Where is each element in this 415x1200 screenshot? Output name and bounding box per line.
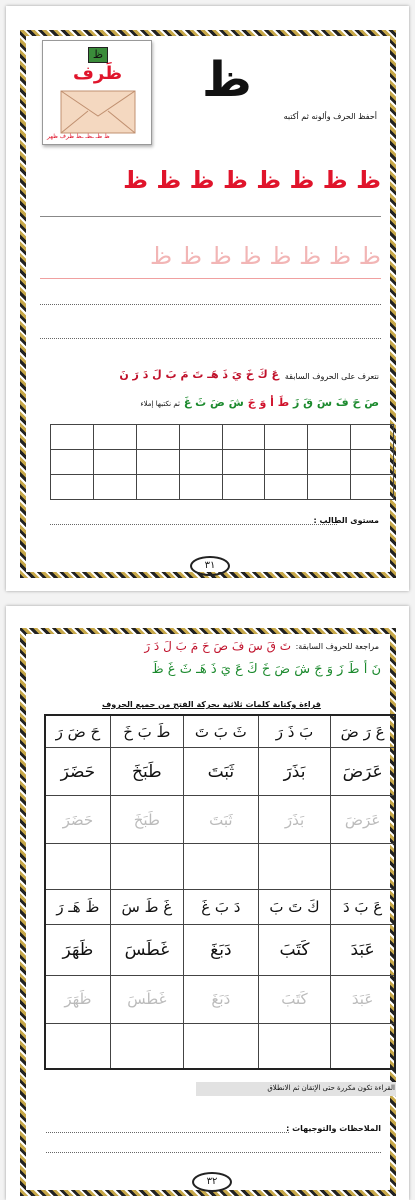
split-word-cell: ثَ بَ تَ: [183, 715, 258, 748]
review-label: نتعرف على الحروف السابقة: [284, 372, 379, 381]
empty-write-cell: [45, 1023, 110, 1069]
word-cell: بَذَرَ: [258, 748, 330, 796]
trace-word-cell: عَرَضَ: [331, 796, 395, 844]
envelope-illustration: [43, 41, 153, 146]
trace-word-cell: ثَبَتَ: [183, 796, 258, 844]
review-letters-green: صَ حَ فَ سَ قَ زَ: [293, 396, 379, 409]
review-tail: ثم نكتبها إملاء: [140, 400, 180, 408]
review-letters-line2: نَ أ طَ زَ وَ جَ شَ ضَ خَ كَ عَ يَ ذَ هَـ ثَ غَ ظَ: [151, 662, 381, 677]
split-word-cell: عَ رَ ضَ: [331, 715, 395, 748]
writing-line: [40, 278, 381, 279]
split-word-cell: غَ طَ سَ: [110, 889, 183, 924]
review-letters-green: شَ ضَ ثَ غَ: [183, 396, 244, 409]
trace-word-cell: غَطَسَ: [110, 975, 183, 1023]
page-number: ٣١: [190, 556, 230, 576]
split-word-cell: حَ ضَ رَ: [45, 715, 110, 748]
card-letter-forms: ظ ظـ ـظـ ـظ ظرف ظهر: [47, 133, 110, 140]
words-table: [44, 714, 396, 1070]
review-letters-line2: [140, 396, 379, 409]
empty-write-cell: [258, 1023, 330, 1069]
empty-write-cell: [331, 1023, 395, 1069]
trace-word-cell: عَبَدَ: [331, 975, 395, 1023]
trace-word-cell: ظَهَرَ: [45, 975, 110, 1023]
big-letter: ظ: [202, 52, 252, 108]
letter-card-image: [42, 40, 152, 145]
review-letters-line1: عَ كَ خَ يَ ذَ هَـ تَ مَ بَ لَ دَ رَ نَ: [119, 368, 279, 381]
writing-line: [46, 1152, 381, 1153]
trace-word-cell: حَضَرَ: [45, 796, 110, 844]
review-letters-line1: تَ قَ سَ فَ صَ حَ مَ بَ لَ دَ رَ: [144, 639, 291, 653]
writing-line: [40, 304, 381, 305]
trace-word-cell: بَذَرَ: [258, 796, 330, 844]
word-cell: كَتَبَ: [258, 925, 330, 976]
notes-label: الملاحظات والتوجيهات :: [286, 1124, 381, 1133]
empty-write-cell: [331, 844, 395, 890]
word-cell: حَضَرَ: [45, 748, 110, 796]
word-cell: دَبَغَ: [183, 925, 258, 976]
trace-row-dotted: ظ ظ ظ ظ ظ ظ ظ ظ: [150, 242, 381, 270]
split-word-cell: ظَ هَـ رَ: [45, 889, 110, 924]
table-heading: قراءة وكتابة كلمات ثلاثية بحركة الفتح من جميع الحروف: [102, 700, 321, 709]
note-text: القراءة تكون مكررة حتى الإتقان ثم الانطلاق: [267, 1084, 395, 1092]
word-cell: عَرَضَ: [331, 748, 395, 796]
card-letter-badge: ظ: [88, 47, 108, 63]
word-cell: غَطَسَ: [110, 925, 183, 976]
trace-word-cell: طَبَخَ: [110, 796, 183, 844]
trace-word-cell: دَبَغَ: [183, 975, 258, 1023]
split-word-cell: كَ تَ بَ: [258, 889, 330, 924]
empty-write-cell: [183, 844, 258, 890]
split-word-cell: طَ بَ خَ: [110, 715, 183, 748]
trace-row-bold: ظ ظ ظ ظ ظ ظ ظ ظ: [123, 166, 381, 194]
split-word-cell: عَ بَ دَ: [331, 889, 395, 924]
word-cell: عَبَدَ: [331, 925, 395, 976]
empty-write-cell: [110, 1023, 183, 1069]
student-level-label: مستوى الطالب :: [313, 516, 379, 525]
page-number: ٣٢: [192, 1172, 232, 1192]
empty-write-cell: [45, 844, 110, 890]
word-cell: ظَهَرَ: [45, 925, 110, 976]
worksheet-page-31: [6, 6, 409, 591]
word-cell: ثَبَتَ: [183, 748, 258, 796]
dictation-grid: [50, 424, 394, 500]
split-word-cell: بَ ذَ رَ: [258, 715, 330, 748]
word-cell: طَبَخَ: [110, 748, 183, 796]
review-letters-red: طَ أ وَ جَ: [247, 396, 290, 409]
split-word-cell: دَ بَ غَ: [183, 889, 258, 924]
writing-line: [40, 216, 381, 217]
writing-line: [40, 338, 381, 339]
writing-line: [50, 524, 337, 525]
review-label: مراجعة للحروف السابقة:: [295, 642, 379, 651]
trace-word-cell: كَتَبَ: [258, 975, 330, 1023]
writing-line: [46, 1132, 289, 1133]
empty-write-cell: [110, 844, 183, 890]
instruction-text: أحفظ الحرف وألونه ثم أكتبه: [283, 112, 377, 121]
empty-write-cell: [183, 1023, 258, 1069]
card-word: ظَرف: [73, 63, 123, 84]
empty-write-cell: [258, 844, 330, 890]
worksheet-page-32: [6, 606, 409, 1200]
